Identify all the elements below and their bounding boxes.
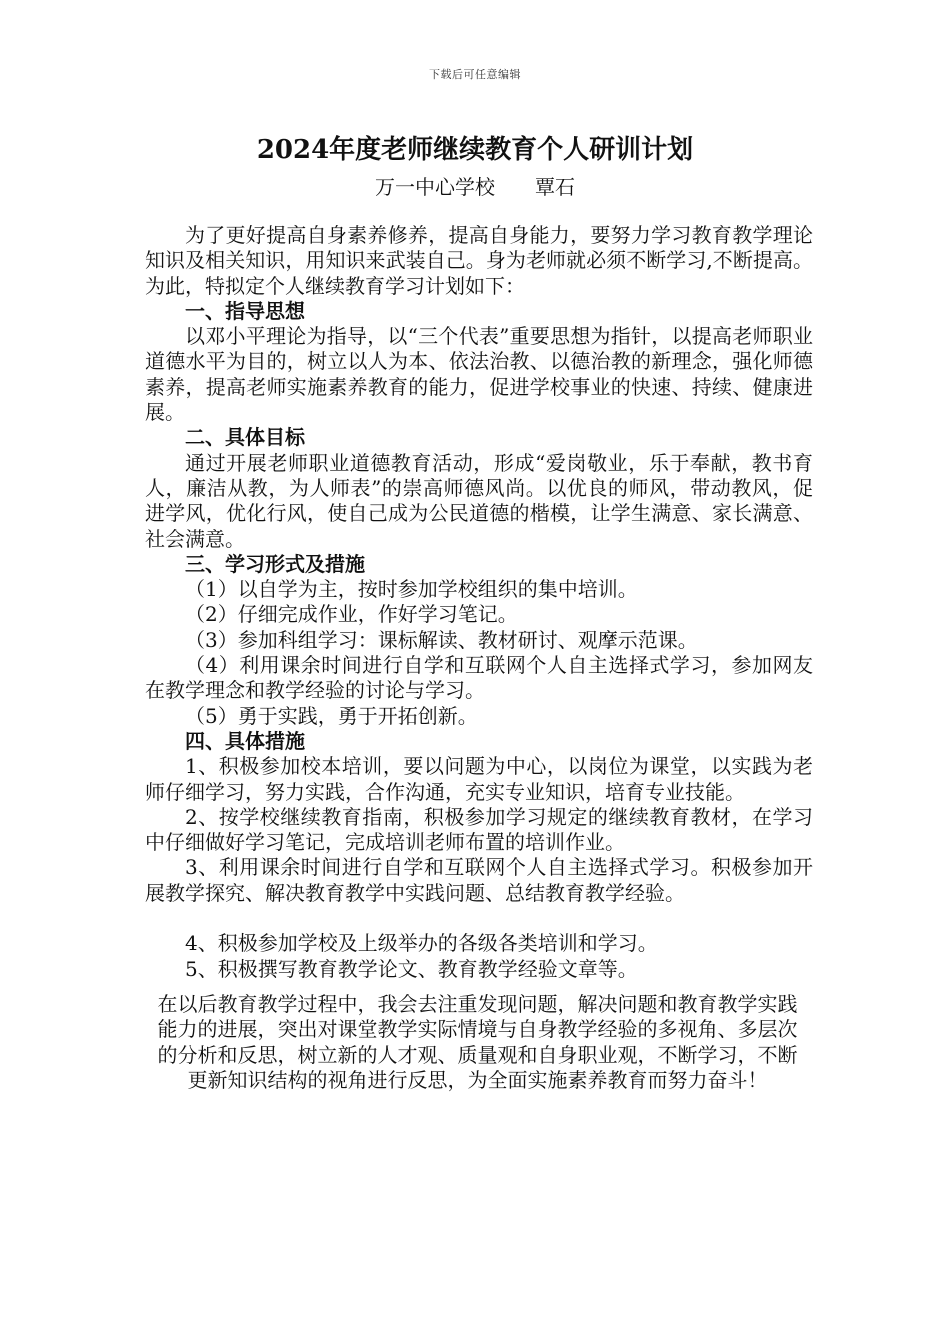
list-item: （2）仔细完成作业，作好学习笔记。: [185, 602, 518, 627]
list-item: 5、积极撰写教育教学论文、教育教学经验文章等。: [185, 956, 638, 981]
list-item: （4）利用课余时间进行自学和互联网个人自主选择式学习，参加网友在教学理念和教学经验的讨论与学习。: [145, 653, 813, 703]
list-item: （3）参加科组学习：课标解读、教材研讨、观摩示范课。: [185, 627, 698, 652]
section-paragraph: 以邓小平理论为指导，以“三个代表”重要思想为指针，以提高老师职业道德水平为目的，树立以人为本、依法治教、以德治教的新理念，强化师德素养，提高老师实施素养教育的能力，促进学校事业的快速、持续、健康进展。: [145, 324, 813, 425]
author-name: 覃石: [535, 175, 575, 199]
list-item: 3、利用课余时间进行自学和互联网个人自主选择式学习。积极参加开展教学探究、解决教育教学中实践问题、总结教育教学经验。: [145, 855, 813, 905]
document-body: [145, 223, 813, 982]
list-item: （5）勇于实践，勇于开拓创新。: [185, 703, 478, 728]
closing-paragraph: 在以后教育教学过程中，我会去注重发现问题，解决问题和教育教学实践能力的进展，突出对课堂教学实际情境与自身教学经验的多视角、多层次的分析和反思，树立新的人才观、质量观和自身职业观，不断学习，不断更新知识结构的视角进行反思，为全面实施素养教育而努力奋斗！: [157, 992, 798, 1092]
intro-paragraph: 为了更好提高自身素养修养，提高自身能力，要努力学习教育教学理论知识及相关知识，用知识来武装自己。身为老师就必须不断学习,不断提高。为此，特拟定个人继续教育学习计划如下：: [145, 223, 813, 298]
section-heading-guiding-ideology: 一、指导思想: [185, 298, 305, 323]
author-school: 万一中心学校: [375, 175, 495, 199]
author-line: [0, 174, 950, 200]
list-item: 1、积极参加校本培训，要以问题为中心，以岗位为课堂，以实践为老师仔细学习，努力实践，合作沟通，充实专业知识，培育专业技能。: [145, 754, 813, 804]
section-heading-specific-measures: 四、具体措施: [185, 728, 305, 753]
header-note: 下载后可任意编辑: [429, 68, 521, 81]
section-heading-learning-forms: 三、学习形式及措施: [185, 551, 365, 576]
list-item: （1）以自学为主，按时参加学校组织的集中培训。: [185, 577, 638, 602]
list-item: 4、积极参加学校及上级举办的各级各类培训和学习。: [185, 931, 658, 956]
section-paragraph: 通过开展老师职业道德教育活动，形成“爱岗敬业，乐于奉献，教书育人，廉洁从教，为人师表”的崇高师德风尚。以优良的师风，带动教风，促进学风，优化行风，使自己成为公民道德的楷模，让学生满意、家长满意、社会满意。: [145, 450, 813, 551]
document-title: 2024年度老师继续教育个人研训计划: [256, 135, 694, 165]
section-heading-specific-goals: 二、具体目标: [185, 425, 305, 450]
list-item: 2、按学校继续教育指南，积极参加学习规定的继续教育教材，在学习中仔细做好学习笔记，完成培训老师布置的培训作业。: [145, 804, 813, 855]
